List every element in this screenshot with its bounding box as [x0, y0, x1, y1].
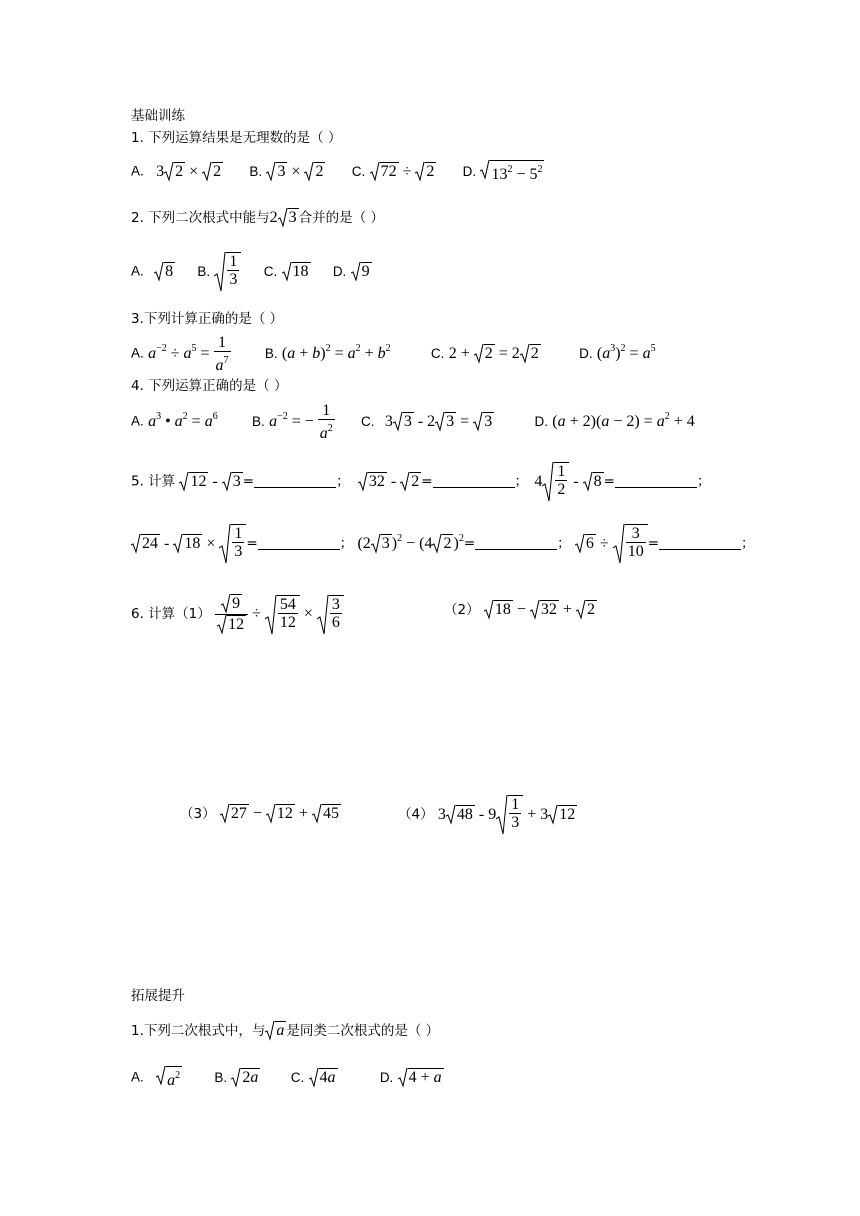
q5-expr-4: 24 - 18 × $\frac{1}{3}$: [131, 535, 246, 552]
answer-blank-6[interactable]: [659, 535, 741, 550]
q4-label-b: B.: [252, 413, 265, 429]
q1-label-c: C.: [351, 163, 366, 179]
q2-options: [131, 252, 372, 292]
q2-option-d: 9: [351, 263, 372, 280]
q2-stem: [131, 208, 384, 228]
q5-expr-1: 12 - 3: [179, 473, 242, 490]
q4-label-d: D.: [534, 413, 548, 429]
q5-expr-6: 6 ÷ $\frac{3}{10}$: [575, 535, 648, 552]
e1-option-b: 2a: [231, 1069, 260, 1086]
e1-option-d: 4 + a: [398, 1069, 444, 1086]
q4-label-a: A.: [131, 413, 144, 429]
e1-label-b: B.: [214, 1069, 228, 1085]
q5-stem: 5. 计算: [131, 473, 176, 490]
q6-expr-1: $\frac{9}{12}$ ÷ $\frac{54}{12}$ × $\frac{3}{6}$: [215, 605, 344, 622]
q4-stem: 4. 下列运算正确的是（ ）: [131, 378, 288, 394]
q6-expr-4: 3 48 - 9 $\frac{1}{3}$ + 3 12: [438, 806, 577, 823]
q3-label-d: D.: [579, 345, 593, 361]
q4-option-b: $a^{-2}$ = − $\frac{1}{a^2}$: [269, 402, 333, 442]
q2-label-d: D.: [332, 263, 347, 279]
q2-option-b: $\frac{1}{3}$: [214, 263, 241, 280]
q1-stem: 1. 下列运算结果是无理数的是（ ）: [131, 130, 342, 146]
q6-part-1: [131, 594, 344, 635]
q4-options: [131, 402, 695, 442]
e1-label-d: D.: [379, 1069, 394, 1085]
q5-line-1: 5. 计算 12 - 3 = ； 32 - 2 = ； 4 $\frac{1}{2}$ - 8 = ；: [131, 462, 710, 502]
answer-blank-3[interactable]: [615, 473, 697, 488]
e1-stem-expr: a: [265, 1022, 286, 1039]
q5-expr-5: (2 3 )$^2$ − (4 2 )$^2$: [357, 532, 464, 552]
q6-part-4: [398, 795, 577, 835]
q1-option-c: 72 ÷ 2: [370, 163, 437, 180]
answer-blank-4[interactable]: [258, 535, 340, 550]
q6-stem: 6. 计算（1）: [131, 606, 211, 623]
q3-option-a: $a^{-2} \div a^5$ = $\frac{1}{a^7}$: [148, 334, 229, 374]
q6-part-2: [444, 600, 597, 620]
e1-option-c: 4a: [309, 1069, 338, 1086]
q5-line-2: 24 - 18 × $\frac{1}{3}$ = ； (2 3 )$^2$ − (4 2 )$^2$= ； 6 ÷ $\frac{3}{10}$ = ；: [131, 524, 755, 564]
q3-option-d: $(a^3)^2 = a^5$: [596, 342, 656, 362]
q1-option-b: 3 × 2: [266, 163, 325, 180]
q3-label-a: A.: [131, 345, 144, 361]
q3-option-c: 2 + 2 = 2 2: [448, 344, 539, 362]
q2-option-a: 8: [154, 263, 175, 280]
section-title-extension: 拓展提升: [131, 988, 185, 1004]
e1-options: [131, 1066, 444, 1090]
q4-option-a: $a^3$ • $a^2 = a^6$: [148, 410, 218, 430]
e1-stem-post: 是同类二次根式的是（ ）: [286, 1023, 440, 1039]
q6-part-3: [180, 804, 341, 824]
answer-blank-5[interactable]: [475, 535, 557, 550]
q5-expr-2: 32 - 2: [358, 473, 421, 490]
q3-label-c: C.: [430, 345, 445, 361]
e1-stem-pre: 1.下列二次根式中，与: [131, 1023, 266, 1039]
e1-label-a: A.: [131, 1069, 144, 1085]
q3-stem: 3.下列计算正确的是（ ）: [131, 311, 284, 327]
q6-part-2-label: （2）: [444, 602, 480, 618]
e1-label-c: C.: [290, 1069, 305, 1085]
q1-option-d: $13^2 - 5^2$: [480, 163, 544, 180]
answer-blank-1[interactable]: [254, 473, 336, 488]
q6-part-3-label: （3）: [180, 806, 216, 822]
q1-label-b: B.: [249, 163, 263, 179]
q1-label-a: A.: [131, 163, 144, 179]
q2-label-c: C.: [263, 263, 278, 279]
q2-stem-expr: 2 3: [269, 209, 297, 227]
e1-stem: [131, 1021, 439, 1041]
q3-options: [131, 334, 656, 374]
q3-label-b: B.: [264, 345, 278, 361]
q4-option-c: 3 3 - 2 3 = 3: [384, 412, 493, 430]
q1-options: [131, 160, 544, 184]
q6-expr-2: 18 − 32 + 2: [484, 601, 597, 618]
q4-option-d: $(a + 2)(a - 2) = a^2 + 4$: [552, 410, 695, 430]
q1-option-a: 3 2 × 2: [156, 162, 222, 180]
q2-stem-post: 合并的是（ ）: [298, 210, 384, 226]
q5-expr-3: 4 $\frac{1}{2}$ - 8: [534, 473, 603, 490]
q2-option-c: 18: [282, 263, 311, 280]
section-title-basic: 基础训练: [131, 108, 185, 124]
q6-part-4-label: （4）: [398, 806, 434, 823]
q6-expr-3: 27 − 12 + 45: [220, 805, 341, 822]
q2-label-b: B.: [197, 263, 211, 279]
q2-stem-pre: 2. 下列二次根式中能与: [131, 210, 270, 226]
q1-label-d: D.: [462, 163, 477, 179]
q3-option-b: $(a + b)^2 = a^2 + b^2$: [281, 342, 391, 362]
e1-option-a: $a^2$: [156, 1069, 182, 1086]
answer-blank-2[interactable]: [433, 473, 515, 488]
q4-label-c: C.: [361, 413, 375, 429]
q2-label-a: A.: [131, 263, 144, 279]
